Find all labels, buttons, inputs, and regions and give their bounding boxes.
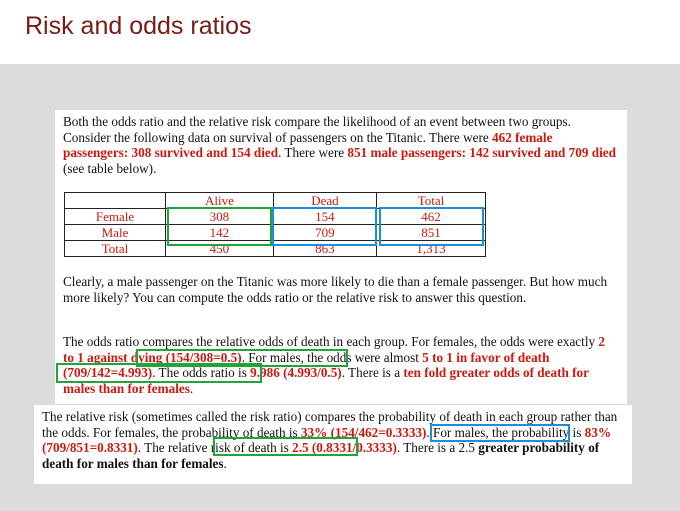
relative-risk-paragraph — [42, 409, 630, 471]
risk-male: 83% (709/851=0.8331) — [42, 424, 612, 455]
table-cell: 142 — [166, 225, 274, 241]
table-cell: 1,313 — [377, 241, 486, 257]
odds-ratio-value: 9.986 (4.993/0.5) — [250, 365, 342, 380]
table-cell: 462 — [377, 209, 486, 225]
table-cell: 154 — [273, 209, 376, 225]
risk-conclusion: greater probability of death for males than for females — [42, 440, 600, 471]
table-header-cell: Total — [377, 193, 486, 209]
risk-female: 33% (154/462=0.3333) — [300, 424, 427, 440]
document-excerpt-odds — [55, 110, 627, 404]
risk-text-2: . For males, the probability is — [426, 424, 585, 440]
slide-title: Risk and odds ratios — [25, 12, 252, 40]
risk-text-5: . — [223, 455, 227, 471]
table-cell: 863 — [273, 241, 376, 257]
odds-text-4: . There is a — [341, 365, 404, 380]
table-cell: 450 — [166, 241, 274, 257]
table-row — [65, 241, 486, 257]
table-cell: 851 — [377, 225, 486, 241]
intro-text-1: Both the odds ratio and the relative risk compare the likelihood of an event between two groups. Consider the following data on survival of passengers on the Titanic. There were — [63, 114, 571, 145]
table-header-cell — [65, 193, 166, 209]
odds-male: 5 to 1 in favor of death (709/142=4.993) — [63, 349, 550, 380]
odds-text-5: . — [189, 380, 194, 396]
risk-text-3: . The relative risk of death is — [137, 440, 293, 455]
odds-text-1: The odds ratio compares the relative odds of death in each group. For females, the odds were exactly — [63, 334, 599, 349]
table-cell: Male — [65, 225, 166, 241]
titanic-survival-table — [64, 192, 486, 257]
intro-female-summary: 462 female passengers: 308 survived and 154 died — [63, 129, 553, 160]
odds-ratio-paragraph — [63, 334, 619, 396]
intro-paragraph — [63, 114, 619, 176]
odds-female: 2 to 1 against dying (154/308=0.5) — [63, 334, 605, 365]
table-cell: 308 — [166, 209, 274, 225]
table-header-cell: Dead — [273, 193, 376, 209]
table-cell: Total — [65, 241, 166, 257]
odds-text-3: . The odds ratio is — [152, 365, 251, 380]
question-paragraph: Clearly, a male passenger on the Titanic was more likely to die than a female passenger. But how much more likely? You can compute the odds ratio or the relative risk to answer this question. — [63, 274, 608, 305]
table-header-cell: Alive — [166, 193, 274, 209]
table-row — [65, 209, 486, 225]
intro-text-2: . There were — [278, 145, 348, 160]
table-row — [65, 225, 486, 241]
odds-text-2: . For males, the odds were almost — [241, 349, 423, 365]
intro-male-summary: 851 male passengers: 142 survived and 709 died — [347, 145, 616, 160]
risk-text-4: . There is a 2.5 — [396, 440, 479, 455]
document-excerpt-risk — [34, 405, 632, 484]
table-cell: Female — [65, 209, 166, 225]
relative-risk-value: 2.5 (0.8331/0.3333) — [292, 440, 397, 455]
table-cell: 709 — [273, 225, 376, 241]
table-header-row — [65, 193, 486, 209]
odds-conclusion: ten fold greater odds of death for males than for females — [63, 365, 589, 396]
intro-text-3: (see table below). — [63, 160, 157, 176]
risk-text-1: The relative risk (sometimes called the risk ratio) compares the probability of death in each group rather than the odds. For females, the probability of death is — [42, 409, 618, 440]
